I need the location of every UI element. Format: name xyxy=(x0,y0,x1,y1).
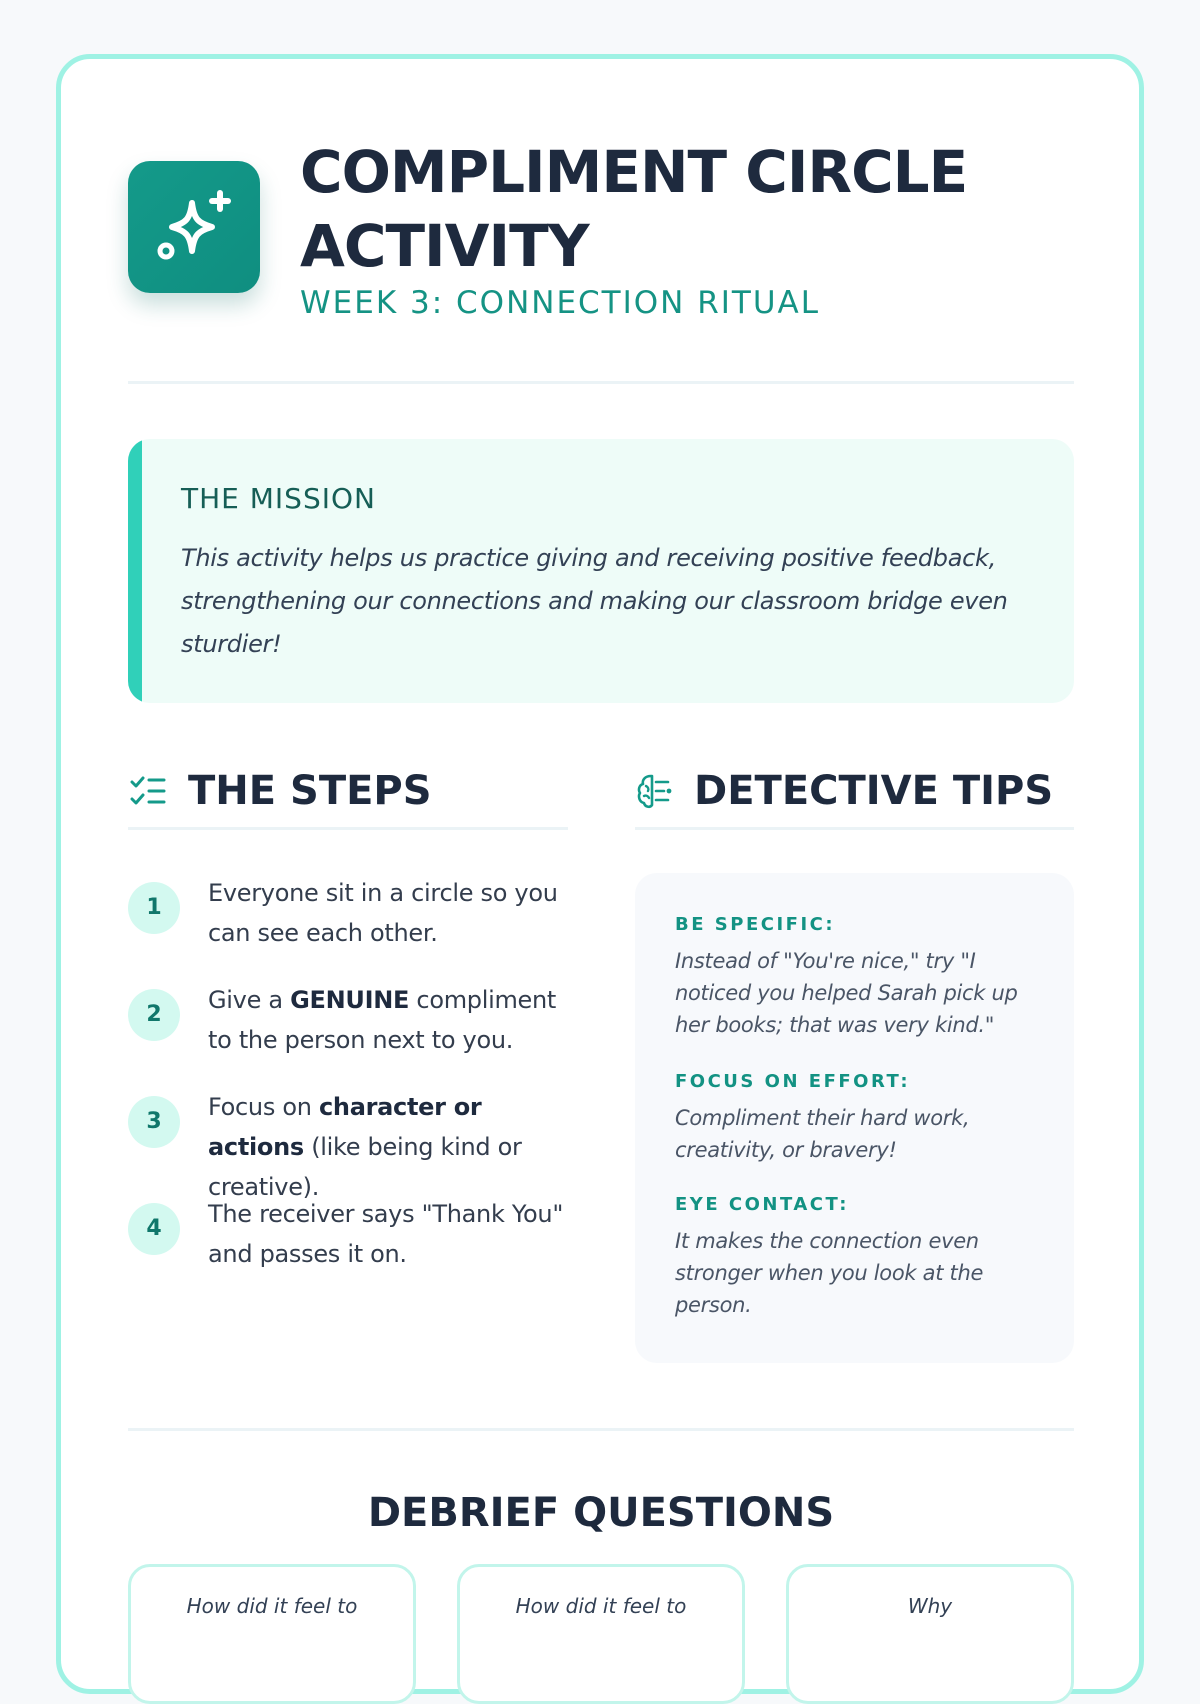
page-title: COMPLIMENT CIRCLE ACTIVITY xyxy=(300,138,968,280)
mission-box xyxy=(128,439,1074,703)
mission-title: THE MISSION xyxy=(181,482,376,515)
mission-text: This activity helps us practice giving and receiving positive feedback, strengthening our connections and making our classroom bridge even sturdier! xyxy=(181,544,1008,658)
step-number: 4 xyxy=(128,1203,180,1255)
debrief-title: DEBRIEF QUESTIONS xyxy=(367,1490,835,1536)
activity-card xyxy=(56,54,1144,1694)
tip-text: Compliment their hard work, creativity, or bravery! xyxy=(675,1106,970,1162)
step-number: 3 xyxy=(128,1096,180,1148)
debrief-question-text: How did it feel to xyxy=(515,1594,687,1618)
debrief-divider xyxy=(128,1428,1074,1431)
debrief-question-card xyxy=(128,1564,416,1704)
step-text: Give a GENUINE compliment to the person next to you. xyxy=(208,986,557,1054)
step-number: 1 xyxy=(128,882,180,934)
mission-accent-bar xyxy=(128,439,142,703)
debrief-question-text: Why xyxy=(907,1594,953,1618)
brain-icon xyxy=(635,772,673,814)
checklist-icon xyxy=(130,775,166,811)
tip-text: Instead of "You're nice," try "I noticed you helped Sarah pick up her books; that was very kind." xyxy=(675,949,1018,1037)
step-text: The receiver says "Thank You" and passes it on. xyxy=(208,1200,564,1268)
tips-box xyxy=(635,873,1074,1363)
debrief-question-text: How did it feel to xyxy=(186,1594,358,1618)
tip-label: BE SPECIFIC: xyxy=(675,914,836,935)
steps-divider xyxy=(128,827,568,830)
sparkle-icon xyxy=(128,161,260,293)
tip-text: It makes the connection even stronger when you look at the person. xyxy=(675,1229,984,1317)
step-number: 2 xyxy=(128,989,180,1041)
debrief-question-card xyxy=(786,1564,1074,1704)
steps-header xyxy=(128,761,568,821)
tips-title: DETECTIVE TIPS xyxy=(694,768,1054,814)
step-text: Focus on character or actions (like being kind or creative). xyxy=(208,1093,522,1201)
tips-header xyxy=(635,761,1074,821)
tip-label: FOCUS ON EFFORT: xyxy=(675,1071,911,1092)
sparkle-icon-graphic xyxy=(154,187,234,267)
header-divider xyxy=(128,381,1074,384)
debrief-question-card xyxy=(457,1564,745,1704)
tips-divider xyxy=(635,827,1074,830)
page-subtitle: WEEK 3: CONNECTION RITUAL xyxy=(300,285,820,321)
step-text: Everyone sit in a circle so you can see each other. xyxy=(208,879,558,947)
steps-title: THE STEPS xyxy=(188,768,432,814)
tip-label: EYE CONTACT: xyxy=(675,1194,849,1215)
